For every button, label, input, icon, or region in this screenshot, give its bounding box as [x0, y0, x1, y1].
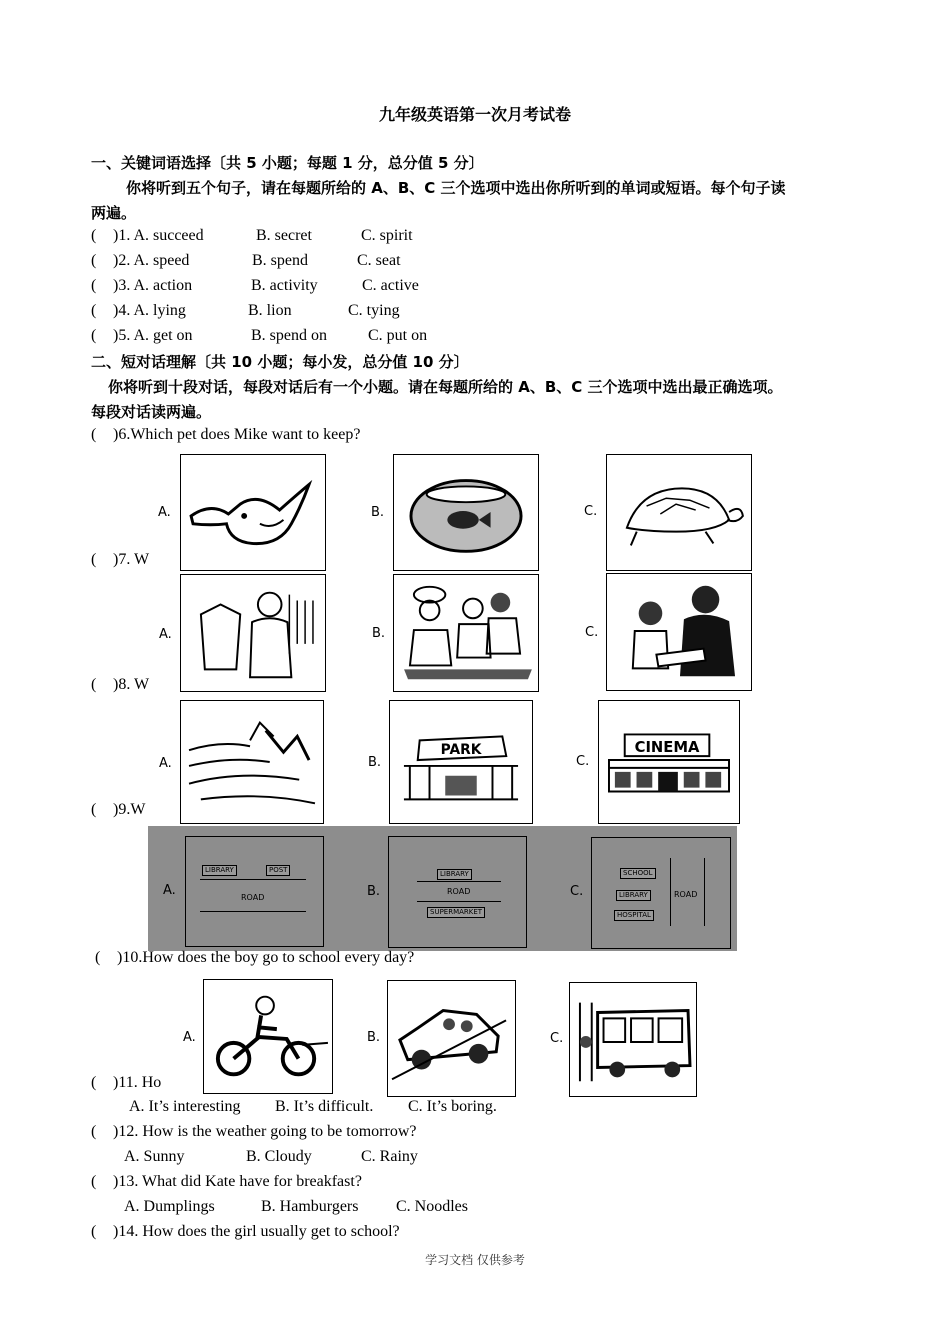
- turtle-picture[interactable]: [606, 454, 752, 571]
- answer-blank[interactable]: (: [91, 676, 97, 693]
- answer-blank[interactable]: (: [91, 1223, 97, 1240]
- studying-picture[interactable]: [606, 573, 752, 691]
- option-a: )3. A. action: [113, 277, 193, 294]
- road-label: ROAD: [241, 893, 265, 902]
- q7-option-c-label: C.: [585, 625, 599, 640]
- question-14: [91, 1223, 400, 1241]
- library-sign: LIBRARY: [202, 865, 237, 876]
- q8-option-a-label: A.: [159, 756, 172, 771]
- option-c: C. Noodles: [396, 1198, 468, 1215]
- question-3: [91, 277, 419, 295]
- bird-picture[interactable]: [180, 454, 326, 571]
- q10-option-a-label: A.: [183, 1030, 196, 1045]
- option-b: B. Cloudy: [246, 1148, 312, 1165]
- option-c: C. active: [362, 277, 419, 294]
- question-text: )11. Ho: [113, 1074, 162, 1091]
- q10-option-b-label: B.: [367, 1030, 381, 1045]
- q7-option-b-label: B.: [372, 626, 386, 641]
- motorcycle-picture[interactable]: [203, 979, 333, 1094]
- option-a: A. Sunny: [124, 1148, 185, 1165]
- option-b: B. Hamburgers: [261, 1198, 359, 1215]
- fishbowl-picture[interactable]: [393, 454, 539, 571]
- question-1: [91, 227, 413, 245]
- option-a: )5. A. get on: [113, 327, 193, 344]
- option-b: B. activity: [251, 277, 318, 294]
- answer-blank[interactable]: (: [91, 227, 97, 244]
- road-label: ROAD: [674, 890, 698, 899]
- question-text: )7. W: [113, 551, 150, 568]
- answer-blank[interactable]: (: [91, 801, 97, 818]
- option-c: C. put on: [368, 327, 428, 344]
- question-text: )14. How does the girl usually get to school?: [113, 1223, 400, 1240]
- q6-option-a-label: A.: [158, 505, 171, 520]
- q9-option-a-label: A.: [163, 883, 176, 898]
- cinema-picture[interactable]: [598, 700, 740, 824]
- option-a: )2. A. speed: [113, 252, 190, 269]
- page-title: 九年级英语第一次月考试卷: [378, 107, 571, 124]
- beach-picture[interactable]: [180, 700, 324, 824]
- option-a: A. It’s interesting: [129, 1098, 241, 1115]
- option-b: B. secret: [256, 227, 312, 244]
- q8-option-b-label: B.: [368, 755, 382, 770]
- car-picture[interactable]: [387, 980, 516, 1097]
- park-sign-text: PARK: [440, 742, 482, 759]
- park-picture[interactable]: [389, 700, 533, 824]
- question-4: [91, 302, 400, 320]
- question-13-options: [124, 1198, 468, 1216]
- q6-option-c-label: C.: [584, 504, 598, 519]
- page-footer: 学习文档 仅供参考: [425, 1253, 525, 1267]
- q6-option-b-label: B.: [371, 505, 385, 520]
- section2-instruction-cont: 每段对话读两遍。: [91, 403, 212, 421]
- answer-blank[interactable]: (: [91, 1123, 97, 1140]
- q7-option-a-label: A.: [159, 627, 172, 642]
- question-11: [91, 1074, 161, 1092]
- answer-blank[interactable]: (: [91, 426, 97, 443]
- question-10: [95, 949, 414, 967]
- option-b: B. It’s difficult.: [275, 1098, 374, 1115]
- question-text: )10.How does the boy go to school every day?: [117, 949, 415, 966]
- question-7: [91, 551, 149, 569]
- answer-blank[interactable]: (: [95, 949, 101, 966]
- question-11-options: [129, 1098, 497, 1116]
- answer-blank[interactable]: (: [91, 302, 97, 319]
- section1-instruction: 你将听到五个句子，请在每题所给的 A、B、C 三个选项中选出你所听到的单词或短语。每个句子读: [126, 179, 786, 197]
- post-sign: POST: [266, 865, 290, 876]
- answer-blank[interactable]: (: [91, 252, 97, 269]
- question-2: [91, 252, 401, 270]
- question-text: )9.W: [113, 801, 146, 818]
- cinema-sign-text: CINEMA: [634, 739, 700, 757]
- question-13: [91, 1173, 362, 1191]
- question-6: [91, 426, 360, 444]
- section2-heading: 二、短对话理解〔共 10 小题；每小发，总分值 10 分〕: [91, 353, 469, 371]
- question-12: [91, 1123, 416, 1141]
- question-8: [91, 676, 149, 694]
- answer-blank[interactable]: (: [91, 1173, 97, 1190]
- map-option-a[interactable]: [185, 836, 324, 947]
- question-text: )12. How is the weather going to be tomorrow?: [113, 1123, 417, 1140]
- question-text: )13. What did Kate have for breakfast?: [113, 1173, 362, 1190]
- bus-picture[interactable]: [569, 982, 697, 1097]
- question-5: [91, 327, 427, 345]
- option-c: C. seat: [357, 252, 401, 269]
- question-text: )8. W: [113, 676, 150, 693]
- map-option-b[interactable]: [388, 836, 527, 948]
- cooking-picture[interactable]: [393, 574, 539, 692]
- map-option-c[interactable]: [591, 837, 731, 949]
- q9-option-c-label: C.: [570, 884, 584, 899]
- q10-option-c-label: C.: [550, 1031, 564, 1046]
- library-sign: LIBRARY: [616, 890, 651, 901]
- option-c: C. tying: [348, 302, 400, 319]
- option-b: B. spend: [252, 252, 308, 269]
- question-9: [91, 801, 145, 819]
- library-sign: LIBRARY: [437, 869, 472, 880]
- option-c: C. It’s boring.: [408, 1098, 497, 1115]
- option-c: C. Rainy: [361, 1148, 418, 1165]
- option-a: )1. A. succeed: [113, 227, 204, 244]
- question-12-options: [124, 1148, 418, 1166]
- option-b: B. lion: [248, 302, 292, 319]
- q8-option-c-label: C.: [576, 754, 590, 769]
- section1-heading: 一、关键词语选择〔共 5 小题；每题 1 分，总分值 5 分〕: [91, 154, 484, 172]
- option-c: C. spirit: [361, 227, 413, 244]
- school-sign: SCHOOL: [620, 868, 656, 879]
- answer-blank[interactable]: (: [91, 551, 97, 568]
- clothes-shop-picture[interactable]: [180, 574, 326, 692]
- answer-blank[interactable]: (: [91, 1074, 97, 1091]
- hospital-sign: HOSPITAL: [614, 910, 654, 921]
- section2-instruction: 你将听到十段对话，每段对话后有一个小题。请在每题所给的 A、B、C 三个选项中选出最正确选项。: [108, 378, 783, 396]
- option-a: )4. A. lying: [113, 302, 186, 319]
- answer-blank[interactable]: (: [91, 327, 97, 344]
- supermarket-sign: SUPERMARKET: [427, 907, 485, 918]
- option-a: A. Dumplings: [124, 1198, 215, 1215]
- question-text: )6.Which pet does Mike want to keep?: [113, 426, 361, 443]
- answer-blank[interactable]: (: [91, 277, 97, 294]
- option-b: B. spend on: [251, 327, 327, 344]
- q9-option-b-label: B.: [367, 884, 381, 899]
- section1-instruction-cont: 两遍。: [91, 204, 137, 222]
- road-label: ROAD: [447, 887, 471, 896]
